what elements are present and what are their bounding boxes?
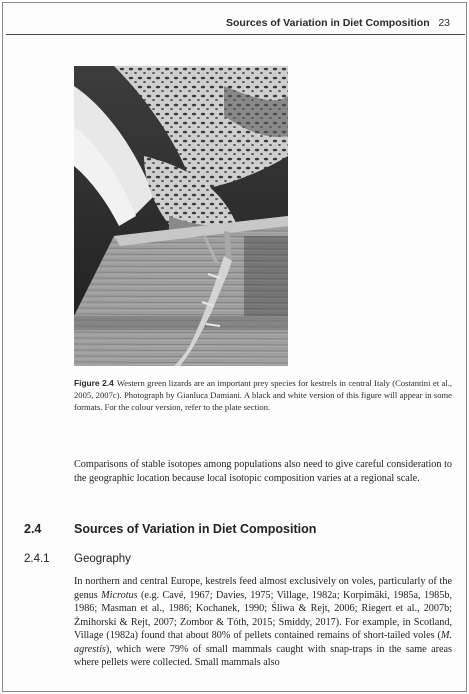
caption-text: Western green lizards are an important prey species for kestrels in central Italy (Costantini et al., 2005, 2007c). Photograph by Gianluca Damiani. A black and white version of this figure will appear in some formats. For the colour version, refer to the plate section. (74, 378, 452, 412)
page-number: 23 (438, 17, 450, 29)
section-title: Sources of Variation in Diet Composition (74, 522, 317, 536)
figure-photograph (74, 66, 288, 366)
subsection-title: Geography (74, 553, 131, 565)
geography-text-c: ), which were 79% of small mammals caught with snap-traps in the same areas where pellets were collected. Small mammals also (74, 643, 452, 668)
geography-text-b: (e.g. Cavé, 1967; Davies, 1975; Village, 1982a; Korpimäki, 1985a, 1985b, 1986; Masman et al., 1986; Kochanek, 1990; Śliwa & Rejt, 2006; Riegert et al., 2007b; Żmihorski & Rejt, 2007; Zombor & Tóth, 2015; Smiddy, 2017). For example, in Scotland, Village (1982a) found that about 80% of pellets contained remains of short-tailed voles ( (74, 589, 452, 641)
paragraph-isotopes: Comparisons of stable isotopes among populations also need to give careful consideration to the geographic location because local isotopic composition varies at a regional scale. (74, 459, 452, 484)
species-name: M. agrestis (74, 630, 452, 655)
figure-caption (74, 377, 452, 413)
header-rule (6, 34, 465, 35)
section-number: 2.4 (24, 522, 42, 536)
section-heading (24, 522, 444, 540)
running-head (150, 12, 450, 28)
kestrel-lizard-photo (74, 66, 288, 366)
running-title: Sources of Variation in Diet Composition (226, 17, 430, 29)
figure-label: Figure 2.4 (74, 378, 114, 388)
paragraph-geography (74, 575, 452, 670)
genus-name: Microtus (101, 589, 138, 601)
subsection-heading (24, 553, 444, 569)
subsection-number: 2.4.1 (24, 553, 50, 565)
geography-text-a: In northern and central Europe, kestrels feed almost exclusively on voles, particularly of the genus (74, 576, 452, 601)
